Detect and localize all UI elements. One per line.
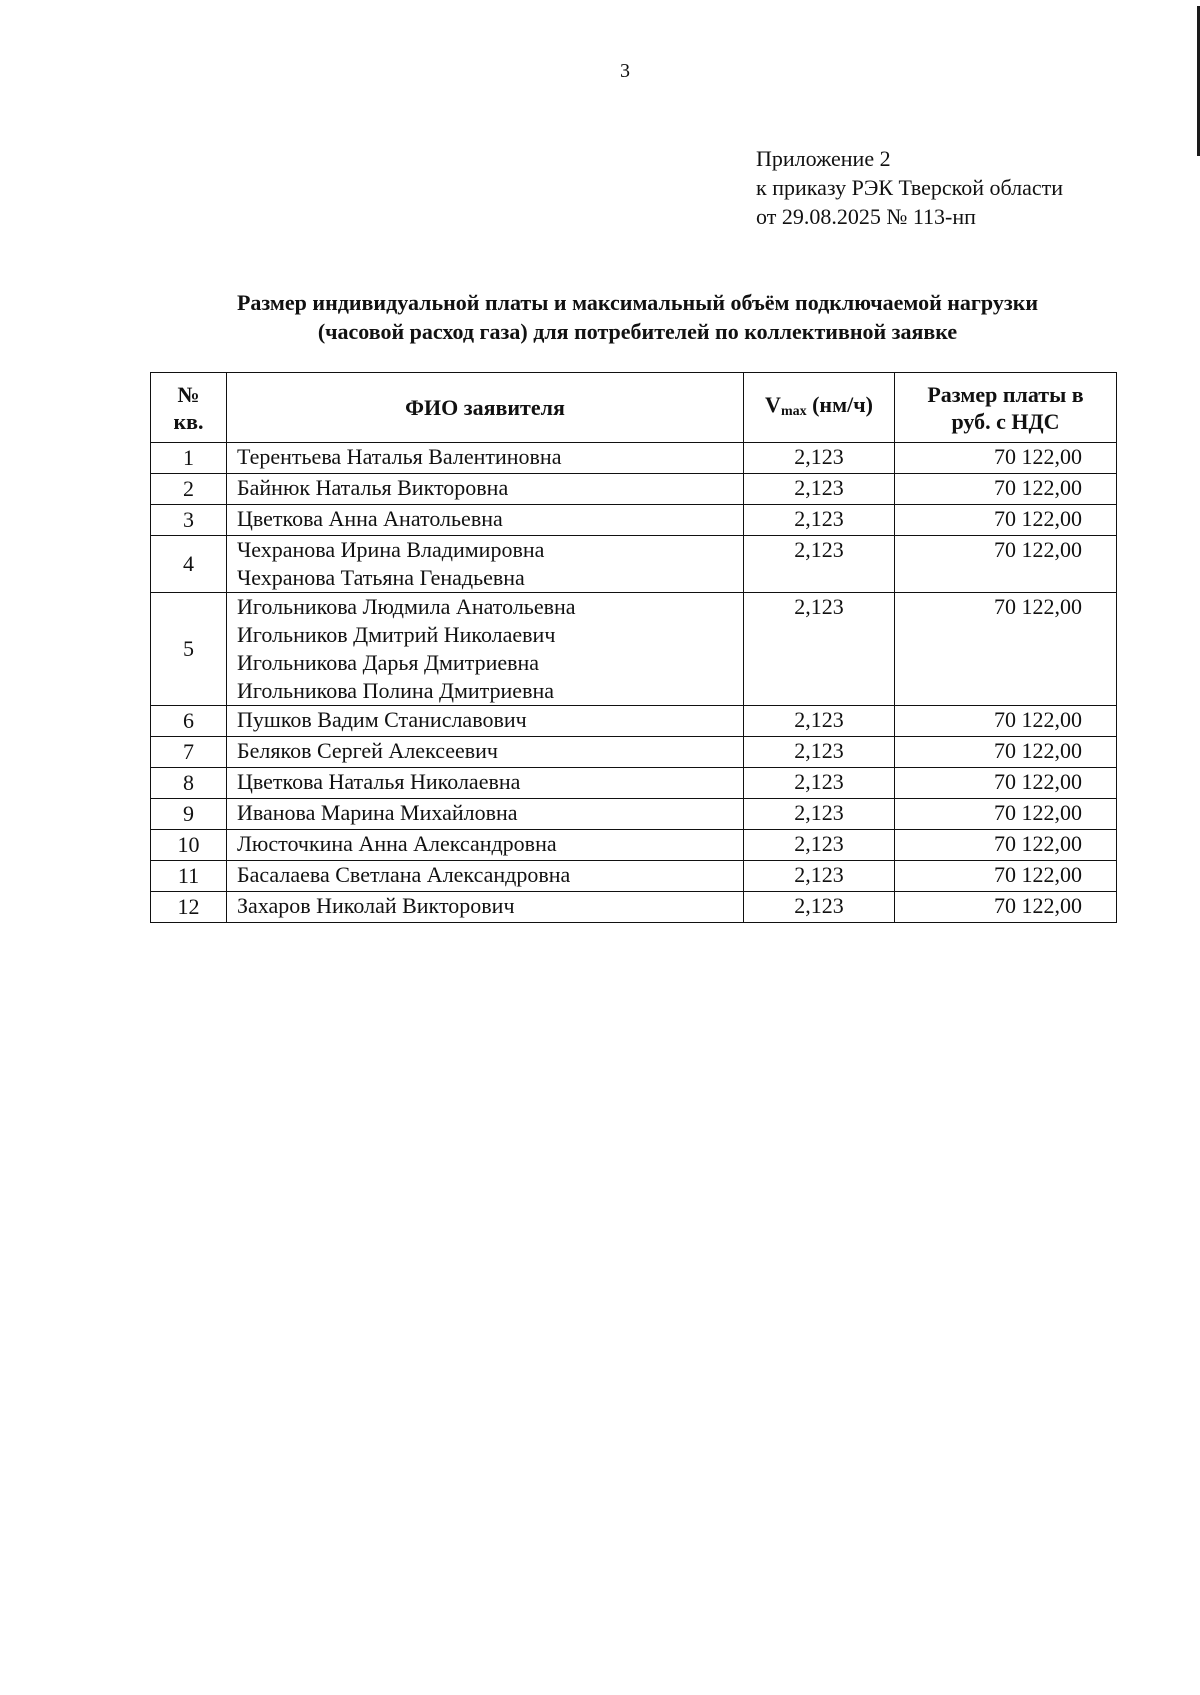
header-fee	[895, 373, 1117, 443]
cell-vmax: 2,123	[744, 830, 895, 861]
table-row	[151, 737, 1117, 768]
cell-applicant-names	[227, 593, 744, 706]
table-header-row	[151, 373, 1117, 443]
cell-vmax: 2,123	[744, 861, 895, 892]
cell-fee: 70 122,00	[895, 892, 1117, 923]
table-body	[151, 443, 1117, 923]
applicant-name: Чехранова Ирина Владимировна	[237, 537, 545, 562]
appendix-line-2: к приказу РЭК Тверской области	[756, 175, 1064, 200]
cell-fee: 70 122,00	[895, 593, 1117, 706]
page-number: 3	[620, 60, 630, 82]
cell-applicant-names	[227, 474, 744, 505]
table-row	[151, 861, 1117, 892]
applicant-name: Басалаева Светлана Александровна	[237, 862, 571, 887]
cell-applicant-names	[227, 830, 744, 861]
cell-apartment-number: 9	[151, 799, 227, 830]
applicant-name: Беляков Сергей Алексеевич	[237, 738, 498, 763]
cell-applicant-names	[227, 861, 744, 892]
header-num-line-2: кв.	[173, 408, 204, 434]
cell-fee: 70 122,00	[895, 861, 1117, 892]
cell-fee: 70 122,00	[895, 443, 1117, 474]
header-vmax-subscript: max	[780, 403, 807, 419]
cell-fee: 70 122,00	[895, 536, 1117, 593]
cell-apartment-number: 7	[151, 737, 227, 768]
appendix-reference	[756, 144, 1063, 231]
cell-vmax: 2,123	[744, 892, 895, 923]
cell-vmax: 2,123	[744, 443, 895, 474]
table-row	[151, 830, 1117, 861]
applicant-name: Цветкова Наталья Николаевна	[237, 769, 521, 794]
header-apartment-number	[151, 373, 227, 443]
header-fee-line-2: руб. с НДС	[951, 408, 1060, 434]
appendix-line-1: Приложение 2	[756, 146, 891, 171]
cell-vmax: 2,123	[744, 474, 895, 505]
header-vmax-symbol: V	[765, 391, 781, 417]
document-title	[150, 288, 1125, 346]
table-row	[151, 536, 1117, 593]
header-vmax-unit: (нм/ч)	[806, 391, 873, 417]
header-vmax	[744, 373, 895, 443]
table-row	[151, 768, 1117, 799]
cell-vmax: 2,123	[744, 706, 895, 737]
applicant-name: Чехранова Татьяна Генадьевна	[237, 565, 525, 590]
appendix-line-3: от 29.08.2025 № 113-нп	[756, 204, 976, 229]
cell-vmax: 2,123	[744, 799, 895, 830]
cell-vmax: 2,123	[744, 505, 895, 536]
table-row	[151, 505, 1117, 536]
table-row	[151, 706, 1117, 737]
cell-apartment-number: 1	[151, 443, 227, 474]
cell-fee: 70 122,00	[895, 505, 1117, 536]
title-line-1: Размер индивидуальной платы и максимальный объём подключаемой нагрузки	[236, 290, 1039, 315]
table-row	[151, 474, 1117, 505]
cell-fee: 70 122,00	[895, 474, 1117, 505]
table-row	[151, 892, 1117, 923]
table-row	[151, 593, 1117, 706]
cell-apartment-number: 11	[151, 861, 227, 892]
cell-vmax: 2,123	[744, 737, 895, 768]
header-fee-line-1: Размер платы в	[927, 381, 1084, 407]
cell-applicant-names	[227, 706, 744, 737]
applicant-name: Игольникова Дарья Дмитриевна	[237, 650, 540, 675]
cell-applicant-names	[227, 768, 744, 799]
table-row	[151, 443, 1117, 474]
applicant-name: Игольникова Полина Дмитриевна	[237, 678, 555, 703]
cell-apartment-number: 12	[151, 892, 227, 923]
cell-fee: 70 122,00	[895, 737, 1117, 768]
header-applicant-name: ФИО заявителя	[227, 373, 744, 443]
cell-vmax: 2,123	[744, 593, 895, 706]
cell-applicant-names	[227, 737, 744, 768]
cell-vmax: 2,123	[744, 536, 895, 593]
table-row	[151, 799, 1117, 830]
cell-apartment-number: 8	[151, 768, 227, 799]
applicant-name: Люсточкина Анна Александровна	[237, 831, 557, 856]
cell-fee: 70 122,00	[895, 830, 1117, 861]
cell-applicant-names	[227, 536, 744, 593]
cell-apartment-number: 3	[151, 505, 227, 536]
cell-apartment-number: 10	[151, 830, 227, 861]
applicant-name: Захаров Николай Викторович	[237, 893, 515, 918]
applicant-name: Игольников Дмитрий Николаевич	[237, 622, 556, 647]
cell-fee: 70 122,00	[895, 799, 1117, 830]
cell-vmax: 2,123	[744, 768, 895, 799]
header-num-line-1: №	[177, 381, 200, 407]
cell-apartment-number: 4	[151, 536, 227, 593]
cell-applicant-names	[227, 505, 744, 536]
cell-fee: 70 122,00	[895, 768, 1117, 799]
applicant-name: Цветкова Анна Анатольевна	[237, 506, 503, 531]
cell-fee: 70 122,00	[895, 706, 1117, 737]
applicant-name: Пушков Вадим Станиславович	[237, 707, 527, 732]
cell-apartment-number: 6	[151, 706, 227, 737]
cell-applicant-names	[227, 892, 744, 923]
applicant-name: Терентьева Наталья Валентиновна	[237, 444, 562, 469]
fees-table	[150, 372, 1117, 923]
cell-applicant-names	[227, 799, 744, 830]
cell-applicant-names	[227, 443, 744, 474]
applicant-name: Иванова Марина Михайловна	[237, 800, 518, 825]
cell-apartment-number: 2	[151, 474, 227, 505]
applicant-name: Байнюк Наталья Викторовна	[237, 475, 509, 500]
title-line-2: (часовой расход газа) для потребителей по коллективной заявке	[317, 319, 958, 344]
cell-apartment-number: 5	[151, 593, 227, 706]
applicant-name: Игольникова Людмила Анатольевна	[237, 594, 576, 619]
